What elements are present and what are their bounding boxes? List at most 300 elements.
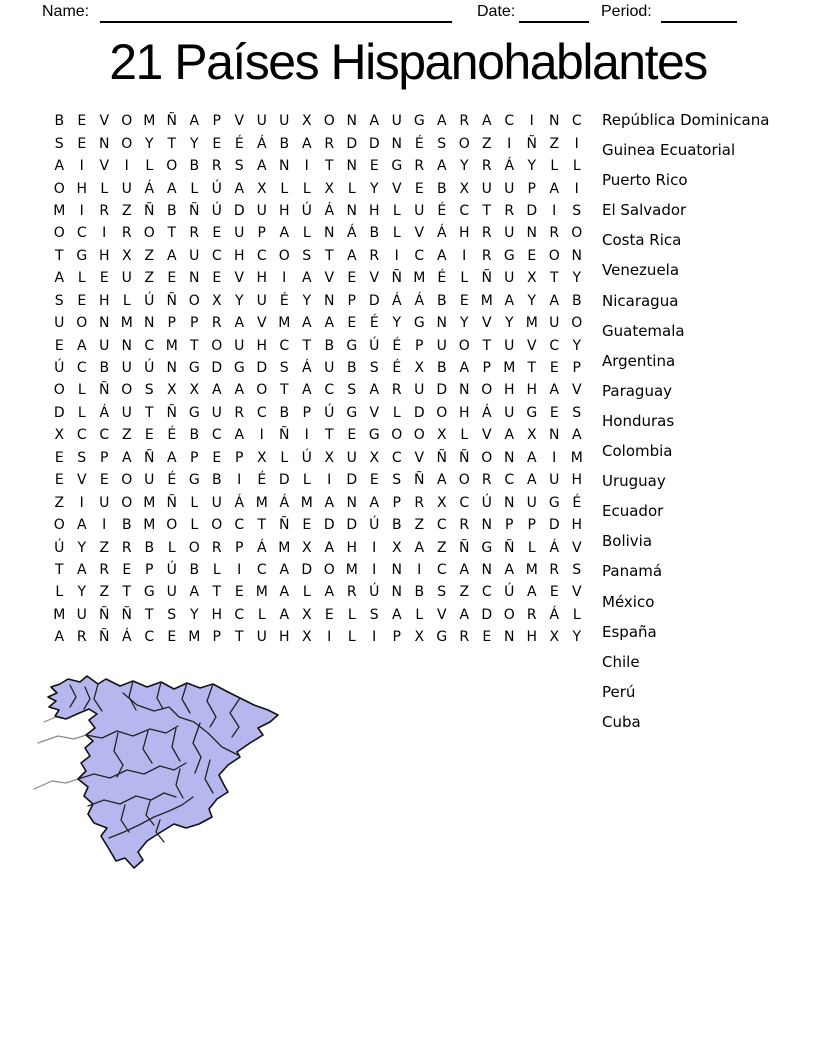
grid-letter: P [190,315,199,332]
grid-letter: I [124,158,129,175]
grid-letter: S [572,404,582,421]
grid-letter: U [54,315,65,332]
period-label: Period: [601,3,652,20]
grid-letter: X [54,427,65,444]
grid-letter: Ú [211,180,222,197]
grid-letter: R [549,561,560,578]
grid-letter: A [369,113,380,130]
grid-letter: U [121,360,132,377]
grid-letter: Á [256,135,267,152]
grid-letter: E [212,449,222,466]
grid-letter: N [391,561,402,578]
grid-letter: D [346,517,358,534]
grid-letter: P [100,449,109,466]
grid-letter: X [414,360,425,377]
grid-letter: E [549,404,559,421]
grid-letter: Z [121,427,132,444]
grid-letter: U [99,494,110,511]
grid-letter: I [574,180,579,197]
grid-letter: Á [301,360,312,377]
grid-letter: D [211,360,223,377]
grid-letter: I [282,270,287,287]
grid-letter: H [571,472,583,489]
grid-letter: V [369,404,380,421]
grid-letter: A [369,382,380,399]
grid-letter: O [391,427,403,444]
grid-letter: T [482,337,492,354]
grid-letter: B [324,337,335,354]
grid-letter: B [436,180,447,197]
grid-letter: O [53,517,65,534]
grid-letter: Ñ [166,292,177,309]
grid-letter: T [482,202,492,219]
grid-letter: C [76,225,87,242]
grid-letter: N [121,337,132,354]
grid-letter: A [76,337,87,354]
grid-letter: C [414,247,425,264]
grid-letter: E [549,584,559,601]
grid-letter: Ú [301,202,312,219]
grid-letter: R [414,158,425,175]
grid-letter: H [98,247,110,264]
grid-letter: G [413,113,425,130]
grid-letter: Z [99,584,110,601]
grid-letter: Ñ [279,517,290,534]
grid-letter: A [436,158,447,175]
grid-letter: M [503,360,516,377]
grid-letter: P [527,180,536,197]
word-list-item: España [602,622,657,641]
grid-letter: P [235,539,244,556]
grid-letter: A [301,315,312,332]
grid-letter: I [529,113,534,130]
grid-letter: R [121,225,132,242]
word-list-item: Nicaragua [602,291,679,310]
grid-letter: L [280,449,289,466]
grid-letter: L [212,561,221,578]
grid-letter: N [99,315,110,332]
grid-letter: I [372,561,377,578]
grid-letter: Ñ [414,472,425,489]
grid-letter: E [414,180,424,197]
grid-letter: C [76,360,87,377]
grid-letter: Ú [324,404,335,421]
grid-letter: T [212,584,222,601]
grid-letter: Ñ [526,135,537,152]
name-label: Name: [42,3,90,20]
word-list-item: México [602,592,655,611]
grid-letter: C [571,113,582,130]
grid-letter: M [570,449,583,466]
grid-letter: B [346,360,357,377]
word-list-item: Guinea Ecuatorial [602,141,736,160]
grid-letter: G [548,494,560,511]
grid-letter: C [279,337,290,354]
grid-letter: A [189,584,200,601]
grid-letter: B [144,539,155,556]
grid-letter: T [144,404,154,421]
grid-letter: T [527,360,537,377]
grid-letter: A [504,292,515,309]
grid-letter: U [121,180,132,197]
grid-letter: E [99,472,109,489]
grid-letter: A [436,247,447,264]
grid-letter: O [211,337,223,354]
grid-letter: S [54,135,64,152]
grid-letter: L [460,270,469,287]
grid-letter: A [459,561,470,578]
grid-letter: Y [144,135,154,152]
grid-letter: T [324,158,334,175]
grid-letter: L [55,584,64,601]
grid-letter: Ñ [99,606,110,623]
grid-letter: R [211,158,222,175]
grid-letter: X [526,270,537,287]
grid-letter: A [279,225,290,242]
grid-letter: S [572,202,582,219]
grid-letter: É [279,292,289,309]
grid-letter: H [526,382,538,399]
grid-letter: U [504,270,515,287]
grid-letter: H [211,606,223,623]
grid-letter: Ú [369,584,380,601]
period-blank-line [661,2,737,23]
grid-letter: P [392,629,401,646]
grid-letter: H [256,337,268,354]
grid-letter: X [301,113,312,130]
grid-letter: B [99,360,110,377]
grid-letter: U [211,494,222,511]
grid-letter: C [211,427,222,444]
grid-letter: N [571,247,582,264]
grid-letter: Á [234,494,245,511]
grid-letter: X [211,292,222,309]
grid-letter: Ñ [459,449,470,466]
grid-letter: B [436,292,447,309]
grid-letter: N [166,360,177,377]
grid-letter: P [572,360,581,377]
grid-letter: O [143,225,155,242]
grid-letter: U [121,270,132,287]
grid-letter: Ñ [121,606,132,623]
grid-letter: Y [572,629,582,646]
grid-letter: Y [369,180,379,197]
grid-letter: V [571,584,582,601]
grid-letter: E [54,337,64,354]
grid-letter: B [54,113,65,130]
grid-letter: Ñ [144,202,155,219]
grid-letter: V [571,539,582,556]
grid-letter: P [190,449,199,466]
grid-letter: Ú [166,561,177,578]
grid-letter: E [369,158,379,175]
grid-letter: P [415,337,424,354]
grid-letter: L [347,606,356,623]
grid-letter: N [549,113,560,130]
grid-letter: A [459,360,470,377]
grid-letter: C [436,561,447,578]
grid-letter: I [304,427,309,444]
word-list-item: República Dominicana [602,111,770,129]
grid-letter: I [552,449,557,466]
grid-letter: G [143,584,155,601]
grid-letter: C [391,449,402,466]
grid-letter: R [76,629,87,646]
grid-letter: B [436,360,447,377]
grid-letter: Z [121,202,132,219]
grid-letter: T [54,561,64,578]
grid-letter: G [76,247,88,264]
grid-letter: L [280,180,289,197]
grid-letter: N [346,158,357,175]
grid-letter: O [121,494,133,511]
grid-letter: O [121,472,133,489]
grid-letter: A [76,561,87,578]
grid-letter: T [189,337,199,354]
grid-letter: Z [436,539,447,556]
grid-letter: L [302,180,311,197]
grid-letter: I [79,158,84,175]
grid-letter: U [549,315,560,332]
grid-letter: I [417,561,422,578]
grid-letter: N [436,315,447,332]
grid-letter: Y [459,315,469,332]
grid-letter: Z [459,584,470,601]
grid-letter: U [256,629,267,646]
grid-letter: R [414,494,425,511]
grid-letter: A [324,584,335,601]
grid-letter: B [279,404,290,421]
grid-letter: A [301,382,312,399]
grid-letter: H [458,404,470,421]
grid-letter: A [526,472,537,489]
grid-letter: B [369,225,380,242]
grid-letter: T [324,427,334,444]
grid-letter: D [233,202,245,219]
grid-letter: E [324,606,334,623]
grid-letter: P [212,629,221,646]
grid-letter: Á [324,202,335,219]
grid-letter: P [527,517,536,534]
grid-letter: U [526,494,537,511]
grid-letter: U [279,113,290,130]
grid-letter: A [369,494,380,511]
grid-letter: R [459,629,470,646]
grid-letter: Y [392,315,402,332]
grid-letter: U [234,225,245,242]
grid-letter: V [369,270,380,287]
grid-letter: O [121,382,133,399]
grid-letter: Ñ [166,113,177,130]
grid-letter: M [165,337,178,354]
grid-letter: Ú [481,494,492,511]
grid-letter: D [368,292,380,309]
grid-letter: T [54,247,64,264]
grid-letter: I [304,158,309,175]
grid-letter: U [504,337,515,354]
grid-letter: V [324,270,335,287]
grid-letter: G [188,360,200,377]
grid-letter: O [188,539,200,556]
grid-letter: Z [414,517,425,534]
grid-letter: G [188,472,200,489]
grid-letter: L [122,292,131,309]
grid-letter: B [571,292,582,309]
grid-letter: L [392,404,401,421]
grid-letter: L [392,225,401,242]
grid-letter: U [504,180,515,197]
grid-letter: E [77,135,87,152]
grid-letter: X [324,180,335,197]
grid-letter: O [571,315,583,332]
grid-letter: S [234,158,244,175]
grid-letter: L [347,180,356,197]
grid-letter: I [259,427,264,444]
grid-letter: M [300,494,313,511]
grid-letter: X [459,180,470,197]
grid-letter: V [256,315,267,332]
grid-letter: R [211,539,222,556]
grid-letter: A [166,247,177,264]
grid-letter: G [436,629,448,646]
grid-letter: Á [346,225,357,242]
grid-letter: C [76,427,87,444]
grid-letter: D [481,606,493,623]
grid-letter: S [437,584,447,601]
grid-letter: V [526,337,537,354]
grid-letter: N [189,270,200,287]
grid-letter: A [76,517,87,534]
grid-letter: R [481,158,492,175]
grid-letter: R [481,225,492,242]
grid-letter: E [54,449,64,466]
grid-letter: U [189,247,200,264]
grid-letter: A [346,247,357,264]
grid-letter: D [256,360,268,377]
grid-letter: M [255,584,268,601]
grid-letter: P [302,404,311,421]
grid-letter: I [102,225,107,242]
grid-letter: C [256,561,267,578]
grid-letter: N [391,584,402,601]
grid-letter: T [549,270,559,287]
grid-letter: Ú [504,584,515,601]
date-label: Date: [477,3,516,20]
grid-letter: M [120,315,133,332]
grid-letter: C [211,247,222,264]
grid-letter: O [503,606,515,623]
grid-letter: E [77,292,87,309]
grid-letter: P [347,292,356,309]
grid-letter: G [481,539,493,556]
grid-letter: B [279,135,290,152]
grid-letter: O [121,135,133,152]
grid-letter: U [436,337,447,354]
grid-letter: G [188,404,200,421]
grid-letter: R [504,202,515,219]
grid-letter: N [144,315,155,332]
grid-letter: Z [54,494,65,511]
grid-letter: Á [256,539,267,556]
grid-letter: Ú [144,360,155,377]
grid-letter: E [302,517,312,534]
grid-letter: É [392,360,402,377]
grid-letter: G [503,247,515,264]
grid-letter: H [76,180,88,197]
grid-letter: M [255,494,268,511]
grid-letter: I [372,629,377,646]
grid-letter: B [166,202,177,219]
grid-letter: Ñ [99,629,110,646]
grid-letter: Y [234,292,244,309]
spain-outline [48,676,278,868]
grid-letter: Y [302,292,312,309]
grid-letter: V [414,449,425,466]
grid-letter: D [526,202,538,219]
grid-letter: R [459,517,470,534]
grid-letter: R [99,202,110,219]
grid-letter: N [459,382,470,399]
grid-letter: D [436,382,448,399]
grid-letter: H [458,225,470,242]
grid-letter: M [278,315,291,332]
grid-letter: I [507,135,512,152]
grid-letter: Á [436,225,447,242]
grid-letter: U [324,360,335,377]
grid-letter: A [54,158,65,175]
grid-letter: H [571,517,583,534]
grid-letter: X [391,539,402,556]
grid-letter: Y [504,315,514,332]
grid-letter: O [458,337,470,354]
grid-letter: L [145,158,154,175]
grid-letter: P [482,360,491,377]
grid-letter: Y [572,337,582,354]
grid-letter: E [369,472,379,489]
grid-letter: B [189,158,200,175]
grid-letter: L [190,494,199,511]
grid-letter: O [278,247,290,264]
grid-letter: O [458,472,470,489]
grid-letter: R [324,135,335,152]
grid-letter: I [552,202,557,219]
grid-letter: U [99,337,110,354]
grid-letter: O [121,113,133,130]
grid-letter: C [436,517,447,534]
grid-letter: O [323,561,335,578]
grid-letter: P [505,517,514,534]
grid-letter: C [144,337,155,354]
grid-letter: E [347,270,357,287]
grid-letter: O [188,292,200,309]
grid-letter: Ú [144,292,155,309]
grid-letter: S [77,449,87,466]
grid-letter: X [256,449,267,466]
word-list-item: Panamá [602,562,663,581]
grid-letter: R [121,539,132,556]
grid-letter: O [323,113,335,130]
grid-letter: V [99,158,110,175]
grid-letter: T [234,629,244,646]
grid-letter: A [234,427,245,444]
grid-letter: D [323,517,335,534]
grid-letter: B [189,427,200,444]
grid-letter: B [189,561,200,578]
grid-letter: É [414,135,424,152]
grid-letter: É [437,202,447,219]
grid-letter: E [167,270,177,287]
grid-letter: Á [279,494,290,511]
